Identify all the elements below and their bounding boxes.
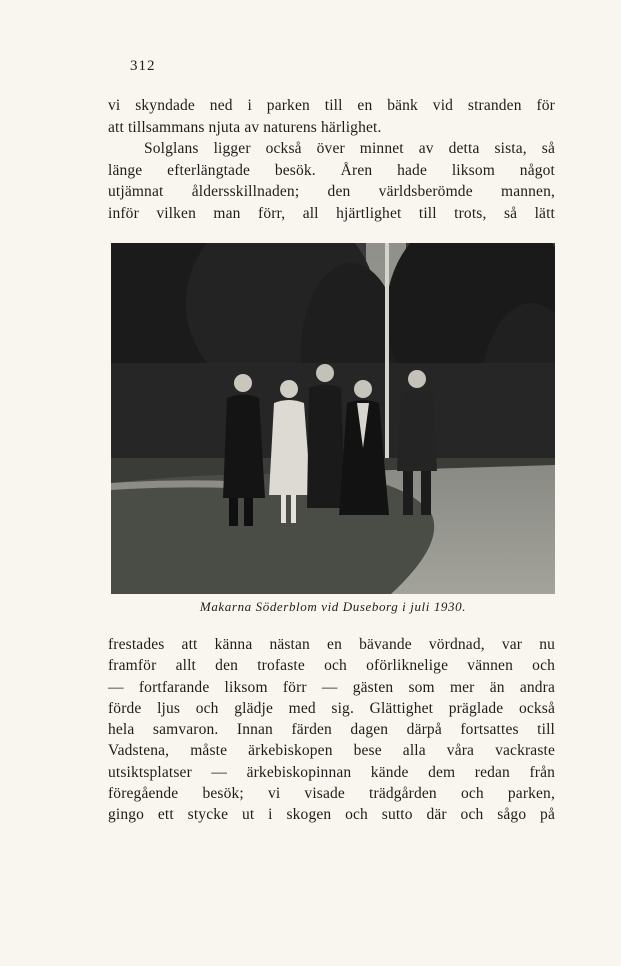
text-line: utjämnat åldersskillnaden; den världsberömde mannen,: [108, 183, 555, 201]
body-text-top: [108, 95, 555, 225]
text-line: Vadstena, måste ärkebiskopen bese alla våra vackraste: [108, 742, 555, 760]
text-line: länge efterlängtade besök. Åren hade liksom något: [108, 161, 555, 179]
body-text-bottom: [108, 634, 555, 826]
figure-caption: Makarna Söderblom vid Duseborg i juli 1930.: [199, 599, 467, 614]
text-line: att tillsammans njuta av naturens härlighet.: [108, 118, 382, 136]
group-photograph: [111, 243, 555, 594]
text-line: hela samvaron. Innan färden dagen därpå fortsattes till: [108, 721, 555, 739]
text-line: utsiktsplatser — ärkebiskopinnan kände dem redan från: [108, 763, 555, 781]
text-line: förde ljus och glädje med sig. Glättighet präglade också: [108, 699, 555, 717]
text-line: framför allt den trofaste och oförliknelige vännen och: [108, 657, 555, 675]
text-line: vi skyndade ned i parken till en bänk vid stranden för: [108, 97, 555, 114]
page-number: 312: [130, 58, 156, 74]
text-line: frestades att känna nästan en bävande vördnad, var nu: [108, 636, 555, 653]
text-line: gingo ett stycke ut i skogen och sutto där och sågo på: [108, 806, 555, 824]
text-line: — fortfarande liksom förr — gästen som mer än andra: [108, 678, 555, 696]
text-line: föregående besök; vi visade trädgården och parken,: [108, 785, 555, 803]
text-line: inför vilken man förr, all hjärtlighet till trots, så lätt: [108, 204, 555, 222]
text-line: Solglans ligger också över minnet av detta sista, så: [144, 140, 555, 158]
